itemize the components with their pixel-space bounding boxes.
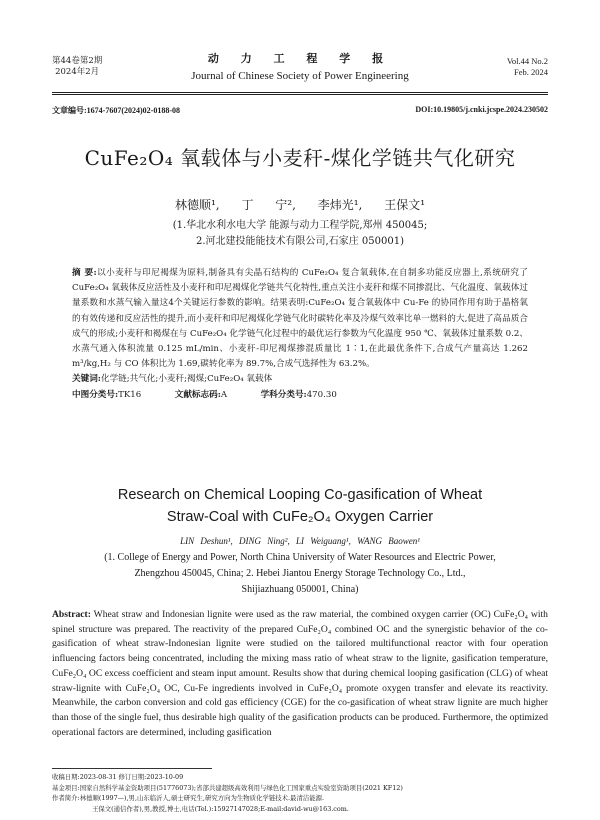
affiliation-zh: 2.河北建投能能技术有限公司,石家庄 050001) <box>196 236 404 247</box>
subject-label: 学科分类号: <box>260 389 307 400</box>
keywords-zh-label: 关键词: <box>72 374 101 385</box>
abstract-en-label: Abstract: <box>52 609 91 620</box>
volume-zh: 第44卷第2期 <box>52 56 103 66</box>
doc-code-value: A <box>220 389 228 400</box>
footnote-fund: 基金项目:国家自然科学基金资助项目(51776073);省部共建超级高效利用与绿色化工国家重点实验室资助项目(2021 KF12) <box>52 783 403 792</box>
abstract-zh-body <box>72 266 528 372</box>
affiliation-zh: (1.华北水利水电大学 能源与动力工程学院,郑州 450045; <box>172 220 428 231</box>
abstract-zh-label: 摘 要: <box>72 268 97 278</box>
journal-name-en: Journal of Chinese Society of Power Engineering <box>191 70 409 82</box>
footnote-received: 收稿日期:2023-08-31 修订日期:2023-10-09 <box>52 773 184 781</box>
journal-name-block <box>52 50 548 82</box>
date-en: Feb. 2024 <box>514 67 548 77</box>
author-zh: 李炜光¹, <box>317 198 363 212</box>
author-zh: 林德顺¹, <box>174 198 220 212</box>
footnote-contact: 王保文(通信作者),男,教授,博士,电话(Tel.):15927147028;E-mail:david-wu@163.com. <box>92 804 349 813</box>
article-number: 文章编号:1674-7607(2024)02-0188-08 <box>52 106 180 115</box>
authors-en: LIN Deshun¹, DING Ning², LI Weiguang¹, WANG Baowen¹ <box>180 536 420 546</box>
abstract-zh <box>72 266 528 403</box>
footnote-rule <box>52 768 212 769</box>
abstract-zh-text: 以小麦秆与印尼褐煤为原料,制备具有尖晶石结构的 CuFe₂O₄ 复合氧载体,在自制多功能反应器上,系统研究了 CuFe₂O₄ 氧载体反应活性及小麦秆和印尼褐煤化学链共气化特性,重点关注小麦秆和煤不同掺混比、气化温度、氧载体过量系数和水蒸气输入量这4个关键运行参数的影响。结果表明:CuFe₂O₄ 复合氧载体中 Cu-Fe 的协同作用有助于晶格氧的有效传递和反应活性的提升,而小麦秆和印尼褐煤化学链气化时碳转化率及冷煤气效率比单一燃料的大,促进了高品质合成气的形成;小麦秆和褐煤在与 CuFe₂O₄ 化学链气化过程中的最优运行参数为气化温度 950 ℃、氧载体过量系数 0.2、水蒸气通入体积流量 0.125 mL/min、小麦秆-印尼褐煤掺混质量比 1∶1,在此最优条件下,合成气产量高达 1.262 m³/kg,H₂ 与 CO 体积比为 1.69,碳转化率为 89.7%,合成气选择性为 63.2%。 <box>72 268 528 370</box>
classification <box>72 388 528 403</box>
header-rule-bottom <box>52 94 548 95</box>
clc-label: 中图分类号: <box>72 389 119 400</box>
keywords-zh <box>72 372 528 387</box>
title-en-line: Research on Chemical Looping Co-gasification of Wheat <box>117 487 483 503</box>
clc-value: TK16 <box>118 389 142 400</box>
title-en <box>0 484 600 528</box>
abstract-en-text: Wheat straw and Indonesian lignite were used as the raw material, the combined oxygen carrier (OC) CuFe₂O₄ with spinel structure was prepared. The reactivity of the prepared CuFe₂O₄ combined OC and the synergistic behavior of the co-gasification of wheat straw-Indonesian lignite were studied on the tailored multifunctional reactor with four operation influencing factors being concentrated, including the mixing mass ratio of wheat straw to the lignite, gasification temperature, CuFe₂O₄ OC excess coefficient and steam input amount. Results show that during chemical looping gasification (CLG) of wheat straw-lignite with CuFe₂O₄ OC, Cu-Fe ingredients involved in CuFe₂O₄ promote oxygen transfer and elevate its reactivity. Meanwhile, the carbon conversion and cold gas efficiency (CGE) for the co-gasification of wheat straw lignite are much higher than those of the single fuel, thus desirable high quality of the gasification products can be produced. Furthermore, the optimized operational factors are determined, including gasification <box>52 609 548 738</box>
affiliation-en: Shijiazhuang 050001, China) <box>241 584 359 595</box>
journal-name-zh: 动 力 工 程 学 报 <box>207 52 393 65</box>
doc-code-label: 文献标志码: <box>174 389 221 400</box>
title-zh: CuFe₂O₄ 氧载体与小麦秆-煤化学链共气化研究 <box>84 146 516 170</box>
journal-header <box>52 40 548 90</box>
affiliations-zh <box>0 218 600 250</box>
footnotes <box>52 772 548 814</box>
title-en-line: Straw-Coal with CuFe₂O₄ Oxygen Carrier <box>166 509 434 525</box>
volume-en: Vol.44 No.2 <box>506 56 548 66</box>
volume-en-block <box>507 56 548 78</box>
author-zh: 王保文¹ <box>384 198 426 212</box>
affiliations-en <box>60 550 540 598</box>
doi: DOI:10.19805/j.cnki.jcspe.2024.230502 <box>415 105 548 114</box>
affiliation-en: Zhengzhou 450045, China; 2. Hebei Jiantou Energy Storage Technology Co., Ltd., <box>134 568 466 579</box>
footnote-author: 作者简介:林德顺(1997—),男,山东临沂人,硕士研究生,研究方向为生物质化学链技术.最清洁能源. <box>52 794 325 803</box>
authors-zh <box>0 196 600 213</box>
author-zh: 丁 宁², <box>241 198 296 212</box>
subject-value: 470.30 <box>306 389 337 400</box>
affiliation-en: (1. College of Energy and Power, North China University of Water Resources and Electric Power, <box>104 552 496 563</box>
keywords-zh-text: 化学链;共气化;小麦秆;褐煤;CuFe₂O₄ 氧载体 <box>100 374 273 385</box>
date-zh: 2024年2月 <box>55 67 100 77</box>
abstract-en <box>52 608 548 740</box>
header-rule-top <box>52 92 548 93</box>
